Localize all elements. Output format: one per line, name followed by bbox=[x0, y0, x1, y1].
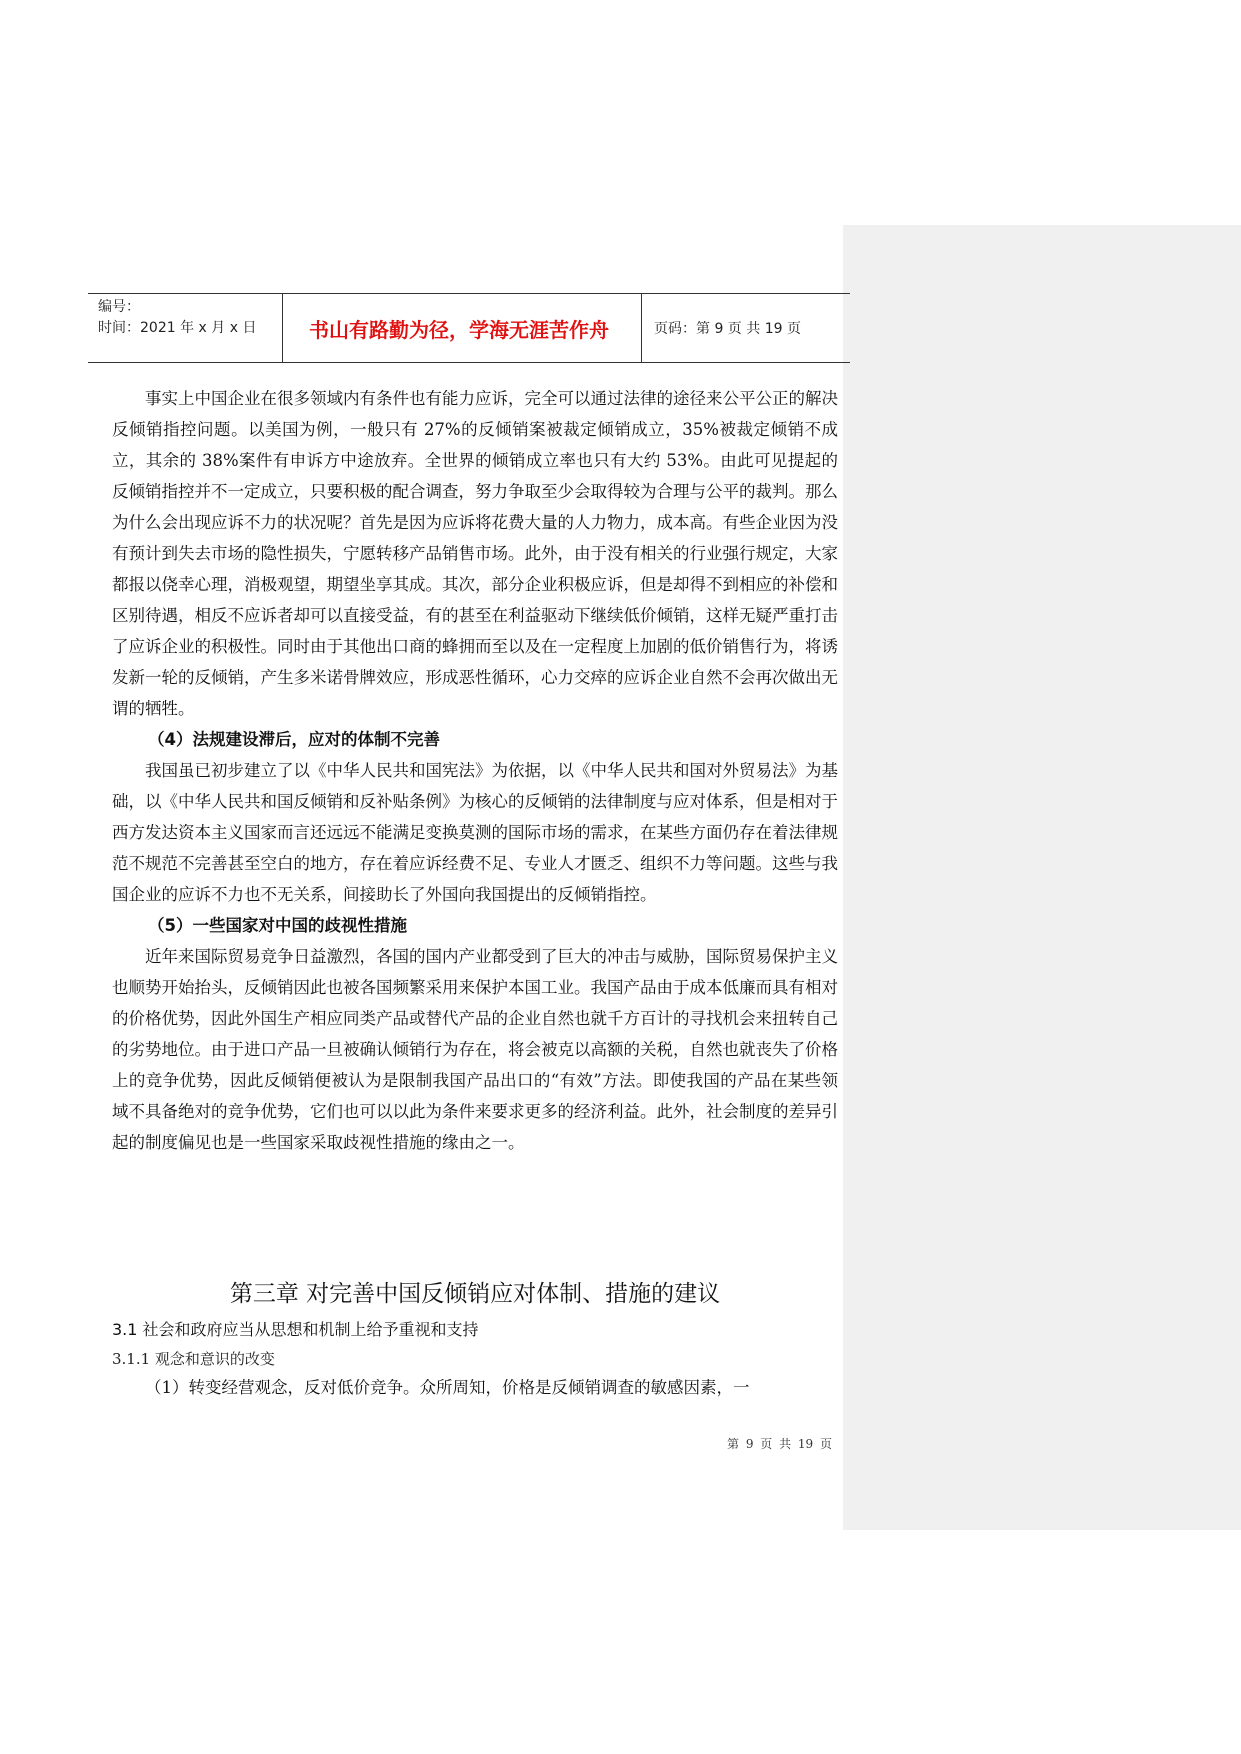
header-page-info: 页码：第 9 页 共 19 页 bbox=[654, 321, 801, 337]
subsection-title: 3.1.1 观念和意识的改变 bbox=[112, 1350, 275, 1368]
paragraph-1: 事实上中国企业在很多领域内有条件也有能力应诉，完全可以通过法律的途径来公平公正的解决反倾销指控问题。以美国为例，一般只有 27%的反倾销案被裁定倾销成立，35%被裁定倾销不成立，其余的 38%案件有申诉方中途放弃。全世界的倾销成立率也只有大约 53%。由此可见提起的反倾销指控并不一定成立，只要积极的配合调查，努力争取至少会取得较为合理与公平的裁判。那么为什么会出现应诉不力的状况呢？首先是因为应诉将花费大量的人力物力，成本高。有些企业因为没有预计到失去市场的隐性损失，宁愿转移产品销售市场。此外，由于没有相关的行业强行规定，大家都报以侥幸心理，消极观望，期望坐享其成。其次，部分企业积极应诉，但是却得不到相应的补偿和区别待遇，相反不应诉者却可以直接受益，有的甚至在利益驱动下继续低价倾销，这样无疑严重打击了应诉企业的积极性。同时由于其他出口商的蜂拥而至以及在一定程度上加剧的低价销售行为，将诱发新一轮的反倾销，产生多米诺骨牌效应，形成恶性循环，心力交瘁的应诉企业自然不会再次做出无谓的牺牲。 bbox=[112, 389, 838, 718]
document-header bbox=[88, 293, 850, 363]
chapter-title: 第三章 对完善中国反倾销应对体制、措施的建议 bbox=[229, 1281, 721, 1307]
header-divider-right bbox=[641, 294, 642, 362]
header-meta bbox=[98, 297, 256, 339]
body-text-upper bbox=[112, 383, 838, 1158]
header-motto: 书山有路勤为径，学海无涯苦作舟 bbox=[309, 318, 609, 342]
paragraph-3: 近年来国际贸易竞争日益激烈，各国的国内产业都受到了巨大的冲击与威胁，国际贸易保护主义也顺势开始抬头，反倾销因此也被各国频繁采用来保护本国工业。我国产品由于成本低廉而具有相对的价格优势，因此外国生产相应同类产品或替代产品的企业自然也就千方百计的寻找机会来扭转自己的劣势地位。由于进口产品一旦被确认倾销行为存在，将会被克以高额的关税，自然也就丧失了价格上的竞争优势，因此反倾销便被认为是限制我国产品出口的“有效”方法。即使我国的产品在某些领域不具备绝对的竞争优势，它们也可以以此为条件来要求更多的经济利益。此外，社会制度的差异引起的制度偏见也是一些国家采取歧视性措施的缘由之一。 bbox=[112, 947, 838, 1152]
heading-4: （4）法规建设滞后，应对的体制不完善 bbox=[148, 730, 440, 749]
page-footer: 第 9 页 共 19 页 bbox=[727, 1437, 832, 1451]
date-label: 时间：2021 年 x 月 x 日 bbox=[98, 320, 257, 336]
heading-5: （5）一些国家对中国的歧视性措施 bbox=[148, 916, 407, 935]
section-title: 3.1 社会和政府应当从思想和机制上给予重视和支持 bbox=[112, 1320, 479, 1339]
body-text-lower bbox=[112, 1372, 838, 1403]
paragraph-4: （1）转变经营观念，反对低价竞争。众所周知，价格是反倾销调查的敏感因素，一 bbox=[145, 1378, 750, 1397]
paragraph-2: 我国虽已初步建立了以《中华人民共和国宪法》为依据，以《中华人民共和国对外贸易法》为基础，以《中华人民共和国反倾销和反补贴条例》为核心的反倾销的法律制度与应对体系，但是相对于西方发达资本主义国家而言还远远不能满足变换莫测的国际市场的需求，在某些方面仍存在着法律规范不规范不完善甚至空白的地方，存在着应诉经费不足、专业人才匮乏、组织不力等问题。这些与我国企业的应诉不力也不无关系，间接助长了外国向我国提出的反倾销指控。 bbox=[112, 761, 838, 904]
comment-pane bbox=[843, 225, 1241, 1530]
number-label: 编号： bbox=[98, 299, 140, 315]
